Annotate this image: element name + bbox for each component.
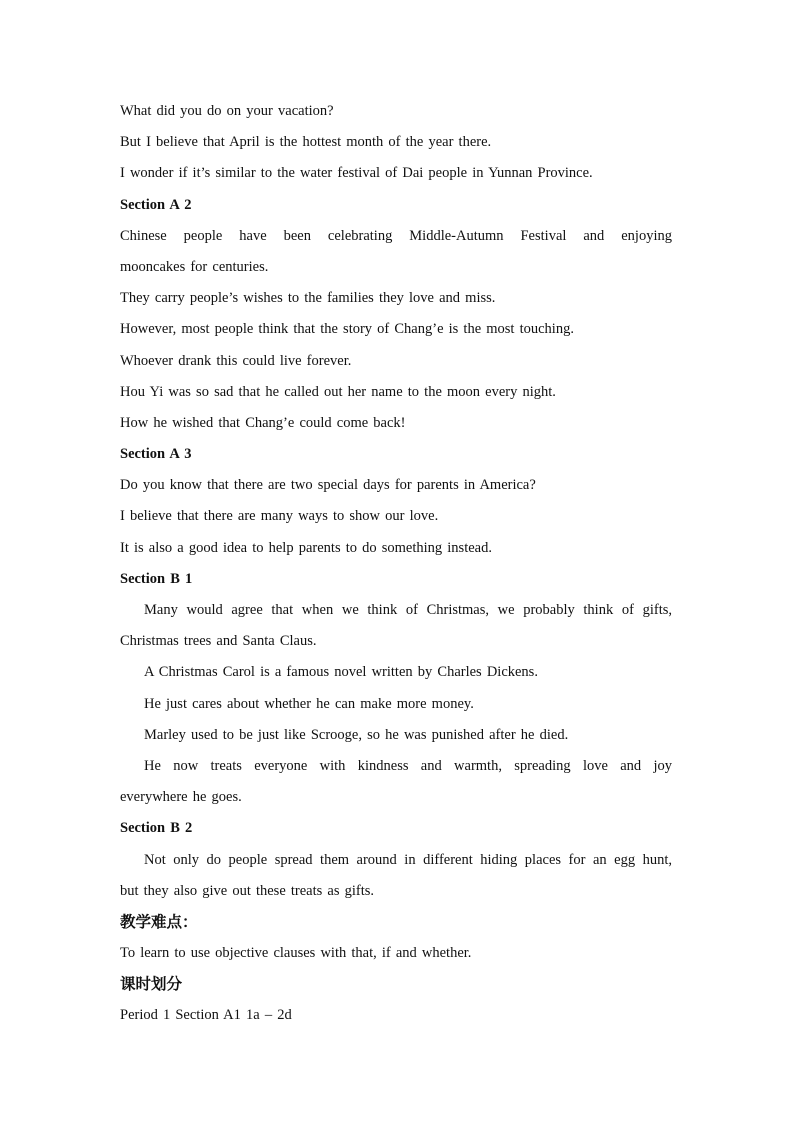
sentence: Not only do people spread them around in different hiding places for an egg hunt, xyxy=(144,851,672,868)
period-line: Period 1 Section A1 1a – 2d xyxy=(120,1007,292,1024)
sentence: but they also give out these treats as gifts. xyxy=(120,882,375,899)
sentence: Many would agree that when we think of Christmas, we probably think of gifts, xyxy=(144,602,672,618)
sentence: A Christmas Carol is a famous novel written by Charles Dickens. xyxy=(144,664,538,681)
teaching-difficulty-heading: 教学难点： xyxy=(120,912,198,931)
sentence: I wonder if it’s similar to the water festival of Dai people in Yunnan Province. xyxy=(120,165,593,182)
sentence: I believe that there are many ways to show our love. xyxy=(120,508,439,525)
sentence: everywhere he goes. xyxy=(120,789,242,806)
document-page xyxy=(120,96,672,1032)
sentence: Hou Yi was so sad that he called out her name to the moon every night. xyxy=(120,383,556,400)
sentence: How he wished that Chang’e could come back! xyxy=(120,414,406,431)
section-heading: Section A 3 xyxy=(120,446,192,463)
sentence: mooncakes for centuries. xyxy=(120,258,269,275)
sentence: Christmas trees and Santa Claus. xyxy=(120,633,317,650)
sentence: Chinese people have been celebrating Middle-Autumn Festival and enjoying xyxy=(120,227,672,244)
sentence: But I believe that April is the hottest month of the year there. xyxy=(120,134,492,151)
sentence: To learn to use objective clauses with that, if and whether. xyxy=(120,945,472,962)
sentence: What did you do on your vacation? xyxy=(120,103,334,119)
sentence: However, most people think that the story of Chang’e is the most touching. xyxy=(120,321,574,338)
section-heading: Section A 2 xyxy=(120,196,192,213)
section-heading: Section B 1 xyxy=(120,570,193,587)
sentence: They carry people’s wishes to the families they love and miss. xyxy=(120,290,496,307)
sentence: He just cares about whether he can make more money. xyxy=(144,695,474,712)
sentence: It is also a good idea to help parents to do something instead. xyxy=(120,539,492,556)
sentence: Do you know that there are two special days for parents in America? xyxy=(120,477,536,494)
sentence: He now treats everyone with kindness and warmth, spreading love and joy xyxy=(144,757,672,774)
sentence: Whoever drank this could live forever. xyxy=(120,352,352,369)
sentence: Marley used to be just like Scrooge, so he was punished after he died. xyxy=(144,726,569,743)
section-heading: Section B 2 xyxy=(120,820,193,837)
lesson-division-heading: 课时划分 xyxy=(120,975,183,994)
